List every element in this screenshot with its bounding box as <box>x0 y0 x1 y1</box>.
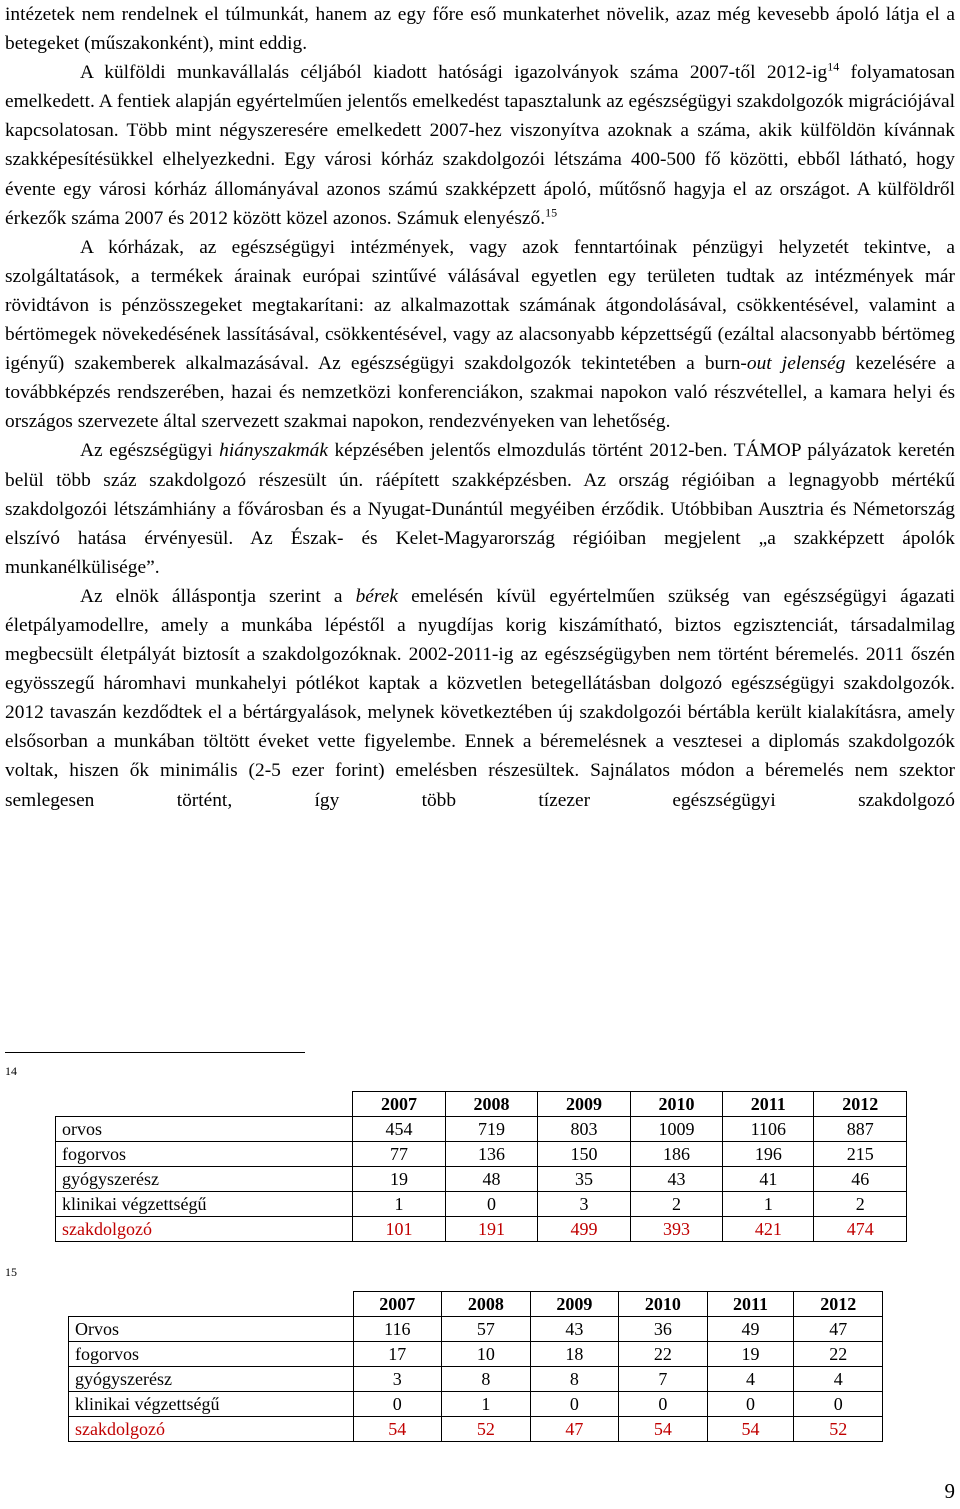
table-cell: 3 <box>538 1192 630 1217</box>
footnote-marker-15: 15 <box>5 1265 17 1279</box>
table-cell: 4 <box>794 1367 883 1392</box>
table-cell: 47 <box>530 1417 619 1442</box>
italic-text: out jelenség <box>746 353 846 375</box>
table-cell: 43 <box>530 1317 619 1342</box>
column-header: 2009 <box>538 1092 630 1117</box>
paragraph-text: emelésén kívül egyértelműen szükség van egészségügyi ágazati életpályamodellre, amely a munkába lépéstől a nyugdíjas korig kiszámítható, biztos egzisztenciát, társadalmilag megbecsült életpályát biztosít a szakdolgozóknak. 2002-2011-ig az egészségügyben nem történt béremelés. 2011 őszén egyösszegű háromhavi munkahelyi pótlékot kaptak a közvetlen betegellátásban dolgozó egészségügyi szakdolgozók. 2012 tavaszán kezdődtek el a bértárgyalások, melynek következtében új szakdolgozói bértábla került kialakításra, amely elsősorban a munkában töltött éveket vette figyelembe. Ennek a béremelésnek a vesztesei a diplomás szakdolgozók voltak, hiszen ők minimális (2-5 ezer forint) emelésben részesültek. Sajnálatos módon a béremelés nem szektor semlegesen történt, így több tízezer egészségügyi szakdolgozó <box>5 585 955 811</box>
table-cell: 57 <box>442 1317 531 1342</box>
paragraph-text: A kórházak, az egészségügyi intézmények, vagy azok fenntartóinak pénzügyi helyzetét tekintve, a szolgáltatások, a termékek árainak európai szintűvé válásával egyetlen egy területen tudtak az intézmények már rövidtávon is pénzösszegeket megtakarítani: az alkalmazottak számának átgondolásával, csökkentésével, valamint a bértömegek növekedésének lassításával, csökkentésével, vagy az alacsonyabb képzettségű (ezáltal alacsonyabb bértömeg igényű) szakemberek alkalmazásával. Az egészségügyi szakdolgozók tekintetében a burn- <box>5 236 955 375</box>
table-cell: 43 <box>630 1167 722 1192</box>
paragraph-text: képzésében jelentős elmozdulás történt 2012-ben. TÁMOP pályázatok keretén belül több száz szakdolgozó részesült ún. ráépített szakképzésben. Az ország régióiban a legnagyobb mértékű szakdolgozói létszámhiány a fővárosban és a Nyugat-Dunántúl megyéiben érződik. Utóbbiban Ausztria és Németország elszívó hatása érvényesül. Az Észak- és Kelet-Magyarország régióiban megjelent „a szakképzett ápolók munkanélkülisége”. <box>5 440 956 578</box>
table-cell: 8 <box>442 1367 531 1392</box>
italic-text: hiányszakmák <box>219 440 328 462</box>
table-row <box>56 1217 907 1242</box>
table-cell: 7 <box>619 1367 708 1392</box>
table-cell: 1 <box>442 1392 531 1417</box>
table-row <box>69 1392 883 1417</box>
table-row <box>69 1342 883 1367</box>
footnote-14-table <box>55 1091 907 1242</box>
row-label: gyógyszerész <box>69 1367 354 1392</box>
table-header-row <box>69 1292 883 1317</box>
table-cell: 3 <box>353 1367 442 1392</box>
italic-text: bérek <box>355 585 398 607</box>
column-header: 2008 <box>442 1292 531 1317</box>
column-header: 2007 <box>353 1292 442 1317</box>
table-cell: 215 <box>814 1142 907 1167</box>
table-cell: 0 <box>445 1192 537 1217</box>
column-header: 2012 <box>794 1292 883 1317</box>
table-cell: 186 <box>630 1142 722 1167</box>
paragraph-text: Az egészségügyi <box>80 440 220 462</box>
footnote-separator <box>5 1052 305 1053</box>
paragraph <box>5 58 955 233</box>
row-label: szakdolgozó <box>69 1417 354 1442</box>
table-row <box>56 1167 907 1192</box>
table-cell: 393 <box>630 1217 722 1242</box>
paragraph <box>5 0 955 58</box>
row-label: fogorvos <box>69 1342 354 1367</box>
table-cell: 1 <box>353 1192 445 1217</box>
row-label: gyógyszerész <box>56 1167 353 1192</box>
table-cell: 41 <box>723 1167 814 1192</box>
body-text <box>5 0 955 815</box>
table-row <box>56 1192 907 1217</box>
row-label: klinikai végzettségű <box>56 1192 353 1217</box>
row-label: szakdolgozó <box>56 1217 353 1242</box>
table-cell: 454 <box>353 1117 445 1142</box>
footnote-reference: 15 <box>545 205 558 220</box>
paragraph-text: A külföldi munkavállalás céljából kiadott hatósági igazolványok száma 2007-től 2012-ig <box>80 62 828 84</box>
table-corner-cell <box>69 1292 354 1317</box>
table-cell: 0 <box>794 1392 883 1417</box>
footnote-marker-14: 14 <box>5 1064 17 1078</box>
table-cell: 1009 <box>630 1117 722 1142</box>
table-cell: 47 <box>794 1317 883 1342</box>
table-cell: 19 <box>707 1342 794 1367</box>
table-cell: 2 <box>630 1192 722 1217</box>
table-cell: 474 <box>814 1217 907 1242</box>
row-label: klinikai végzettségű <box>69 1392 354 1417</box>
table-row <box>56 1142 907 1167</box>
table-cell: 18 <box>530 1342 619 1367</box>
table-cell: 0 <box>530 1392 619 1417</box>
column-header: 2010 <box>619 1292 708 1317</box>
footnote-reference: 14 <box>827 59 840 74</box>
table-cell: 19 <box>353 1167 445 1192</box>
table-header-row <box>56 1092 907 1117</box>
table-cell: 22 <box>794 1342 883 1367</box>
table-cell: 887 <box>814 1117 907 1142</box>
table-cell: 52 <box>442 1417 531 1442</box>
paragraph <box>5 233 955 437</box>
paragraph <box>5 436 955 581</box>
row-label: Orvos <box>69 1317 354 1342</box>
table-cell: 54 <box>707 1417 794 1442</box>
table-cell: 46 <box>814 1167 907 1192</box>
table-cell: 719 <box>445 1117 537 1142</box>
table-cell: 10 <box>442 1342 531 1367</box>
table-cell: 0 <box>353 1392 442 1417</box>
paragraph-text: intézetek nem rendelnek el túlmunkát, hanem az egy főre eső munkaterhet növelik, azaz még kevesebb ápoló látja el a betegeket (műszakonként), mint eddig. <box>5 4 955 55</box>
paragraph <box>5 582 955 815</box>
table-cell: 49 <box>707 1317 794 1342</box>
column-header: 2009 <box>530 1292 619 1317</box>
table-cell: 22 <box>619 1342 708 1367</box>
table-cell: 0 <box>707 1392 794 1417</box>
table-row <box>69 1317 883 1342</box>
table-cell: 1106 <box>723 1117 814 1142</box>
table-cell: 54 <box>619 1417 708 1442</box>
table-cell: 191 <box>445 1217 537 1242</box>
table-cell: 8 <box>530 1367 619 1392</box>
column-header: 2007 <box>353 1092 445 1117</box>
table-cell: 1 <box>723 1192 814 1217</box>
table-cell: 196 <box>723 1142 814 1167</box>
table-cell: 54 <box>353 1417 442 1442</box>
table-cell: 116 <box>353 1317 442 1342</box>
paragraph-text: folyamatosan emelkedett. A fentiek alapján egyértelműen jelentős emelkedést tapasztalunk az egészségügyi szakdolgozók migrációjával kapcsolatosan. Több mint négyszeresére emelkedett 2007-hez viszonyítva azoknak a száma, akik külföldön kívánnak szakképesítésükkel elhelyezkedni. Egy városi kórház szakdolgozói létszáma 400-500 fő közötti, ebből látható, hogy évente egy városi kórház állományával azonos számú szakképzett ápoló, műtősnő hagyja el az országot. A külföldről érkezők száma 2007 és 2012 között közel azonos. Számuk elenyésző. <box>5 62 956 229</box>
page-number: 9 <box>944 1479 955 1503</box>
column-header: 2010 <box>630 1092 722 1117</box>
paragraph-text: Az elnök álláspontja szerint a <box>80 585 356 607</box>
paragraph-text: kezelésére a továbbképzés rendszerében, hazai és nemzetközi konferenciákon, szakmai napokon való részvétellel, a kamara helyi és országos szervezete által szervezett szakmai napokon, rendezvényeken van lehetőség. <box>5 353 955 433</box>
table-cell: 52 <box>794 1417 883 1442</box>
table-cell: 150 <box>538 1142 630 1167</box>
row-label: fogorvos <box>56 1142 353 1167</box>
table-corner-cell <box>56 1092 353 1117</box>
table-cell: 17 <box>353 1342 442 1367</box>
table-row <box>69 1367 883 1392</box>
column-header: 2011 <box>723 1092 814 1117</box>
table-cell: 77 <box>353 1142 445 1167</box>
column-header: 2008 <box>445 1092 537 1117</box>
column-header: 2012 <box>814 1092 907 1117</box>
table-cell: 803 <box>538 1117 630 1142</box>
row-label: orvos <box>56 1117 353 1142</box>
table-cell: 0 <box>619 1392 708 1417</box>
table-cell: 136 <box>445 1142 537 1167</box>
table-cell: 499 <box>538 1217 630 1242</box>
table-row <box>69 1417 883 1442</box>
table-cell: 4 <box>707 1367 794 1392</box>
table-cell: 35 <box>538 1167 630 1192</box>
table-cell: 48 <box>445 1167 537 1192</box>
footnote-15-table <box>68 1291 883 1442</box>
table-cell: 36 <box>619 1317 708 1342</box>
table-cell: 421 <box>723 1217 814 1242</box>
table-row <box>56 1117 907 1142</box>
table-cell: 2 <box>814 1192 907 1217</box>
table-cell: 101 <box>353 1217 445 1242</box>
column-header: 2011 <box>707 1292 794 1317</box>
